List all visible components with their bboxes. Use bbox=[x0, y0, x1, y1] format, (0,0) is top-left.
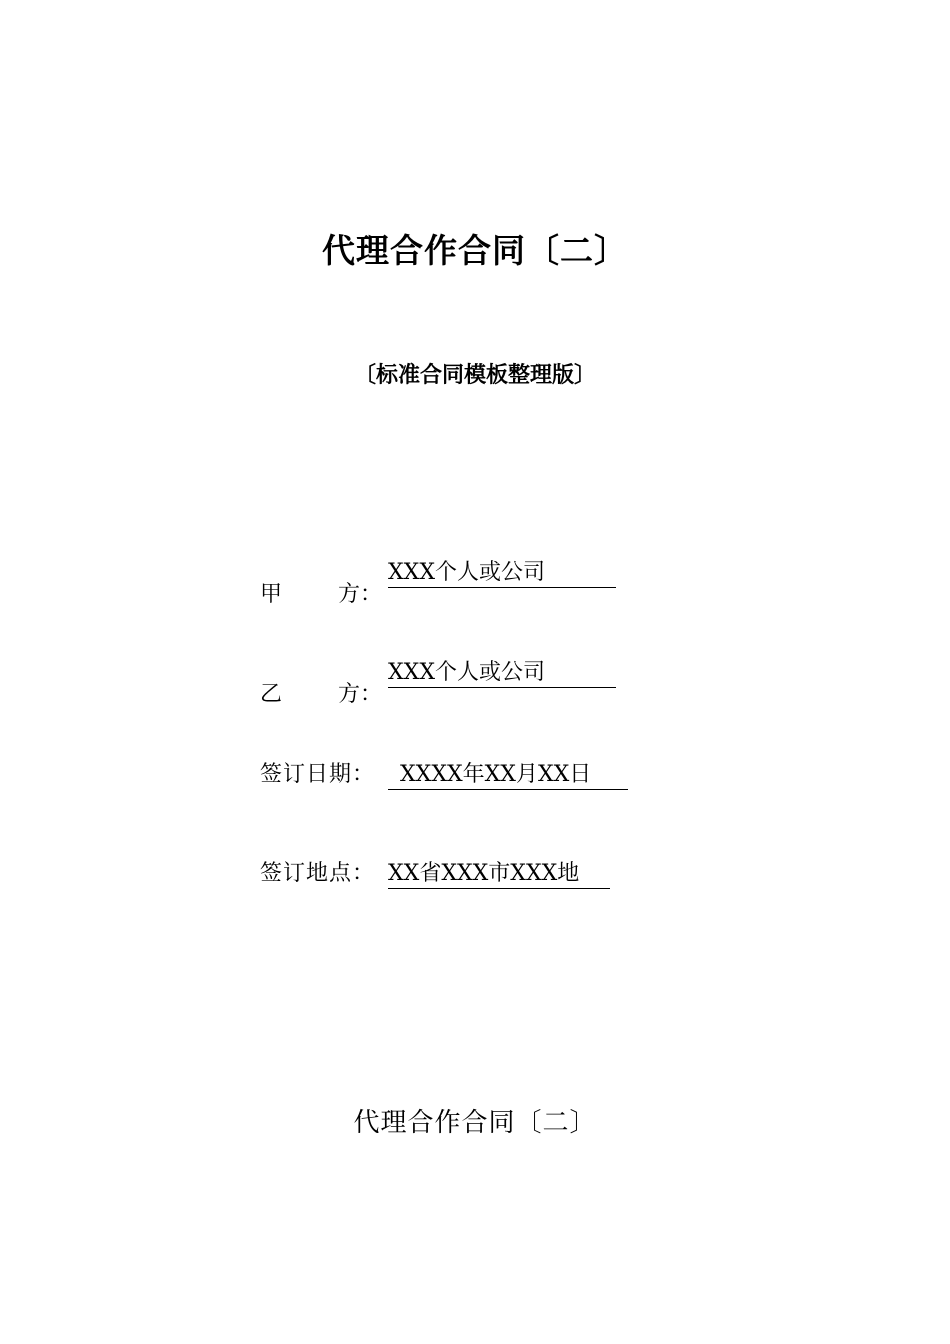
party-a-label-char2: 方 bbox=[338, 582, 361, 607]
party-b-label-char2: 方 bbox=[338, 682, 361, 707]
party-a-row bbox=[260, 559, 616, 607]
document-title: 代理合作合同〔二〕 bbox=[322, 231, 628, 270]
sign-place-row bbox=[260, 858, 610, 890]
footer-title: 代理合作合同〔二〕 bbox=[353, 1108, 597, 1138]
party-b-label-char1: 乙 bbox=[260, 682, 283, 707]
party-b-value: XXX个人或公司 bbox=[388, 659, 616, 688]
document-subtitle: 〔标准合同模板整理版〕 bbox=[353, 362, 596, 388]
party-b-row bbox=[260, 659, 616, 707]
sign-place-value: XX省XXX市XXX地 bbox=[388, 860, 610, 889]
sign-date-row bbox=[260, 759, 628, 791]
sign-place-label: 签订地点： bbox=[260, 861, 376, 886]
sign-date-label: 签订日期： bbox=[260, 762, 376, 787]
party-b-label-colon: ： bbox=[360, 682, 383, 707]
party-a-value: XXX个人或公司 bbox=[388, 559, 616, 588]
sign-date-value: XXXX年XX月XX日 bbox=[388, 761, 628, 790]
party-a-label-colon: ： bbox=[360, 582, 383, 607]
party-a-label-char1: 甲 bbox=[260, 582, 283, 607]
